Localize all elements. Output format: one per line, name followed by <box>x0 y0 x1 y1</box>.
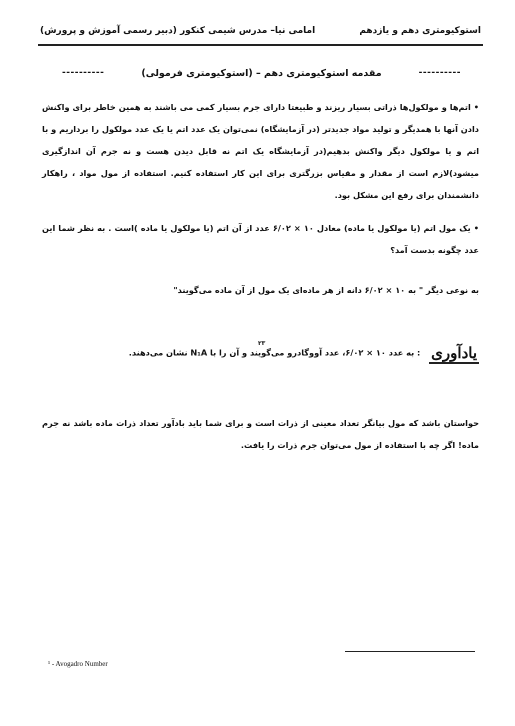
title-dashes-right: ---------- <box>418 68 461 78</box>
header-rule <box>38 44 483 46</box>
reminder-text: : به عدد ۱۰ × ۶/۰۲، عدد آووگادرو می‌گویند و آن را با N₁A نشان می‌دهند. <box>128 347 421 358</box>
intro-paragraph: • اتم‌ها و مولکول‌ها ذراتی بسیار ریزند و طبیعتا دارای جرم بسیار کمی می باشند به همین خاطر برای واکنش دادن آنها با همدیگر و تولید مواد جدیدتر (در آزمایشگاه) نمی‌توان یک عدد اتم یا یک عدد مولکول را برداریم و با اتم و یا مولکول دیگر واکنش بدهیم(در آزمایشگاه یک اتم نه قابل دیدن هست و نه جرم آن اندازگیری میشود)لازم است از مقدار و مقیاس بزرگتری برای این کار استفاده کنیم. استفاده از مول مواد ، راهکار دانشمندان برای رفع این مشکل بود. <box>42 102 479 200</box>
reminder-box <box>129 344 479 362</box>
title-dashes-left: ---------- <box>62 68 105 78</box>
section-title: مقدمه استوکیومتری دهم – (استوکیومتری فرمولی) <box>141 68 382 79</box>
header-subject: استوکیومتری دهم و یازدهم <box>359 26 481 36</box>
header-author: امامی نیا– مدرس شیمی کنکور (دبیر رسمی آموزش و پرورش) <box>40 26 316 36</box>
mole-definition-paragraph: • یک مول اتم (یا مولکول یا ماده) معادل ۱۰ × ۶/۰۲ عدد از آن اتم (یا مولکول یا ماده )است . به نظر شما این عدد چگونه بدست آمد؟ <box>42 223 479 255</box>
mole-meaning-paragraph: حواستان باشد که مول بیانگر تعداد معینی از ذرات است و برای شما باید بادآور تعداد ذرات ماده باشد نه جرم ماده! اگر چه با استفاده از مول می‌توان جرم ذرات را یافت. <box>42 418 479 450</box>
reminder-label: یادآوری <box>431 344 477 362</box>
avogadro-exponent: ۲۳ <box>258 340 266 347</box>
footnote: ¹ - Avogadro Number <box>48 660 108 668</box>
mole-restatement-paragraph: به نوعی دیگر " به ۱۰ × ۶/۰۲ دانه از هر ماده‌ای یک مول از آن ماده می‌گویند" <box>173 285 479 295</box>
footnote-rule <box>345 651 475 652</box>
section-title-row <box>40 68 483 82</box>
